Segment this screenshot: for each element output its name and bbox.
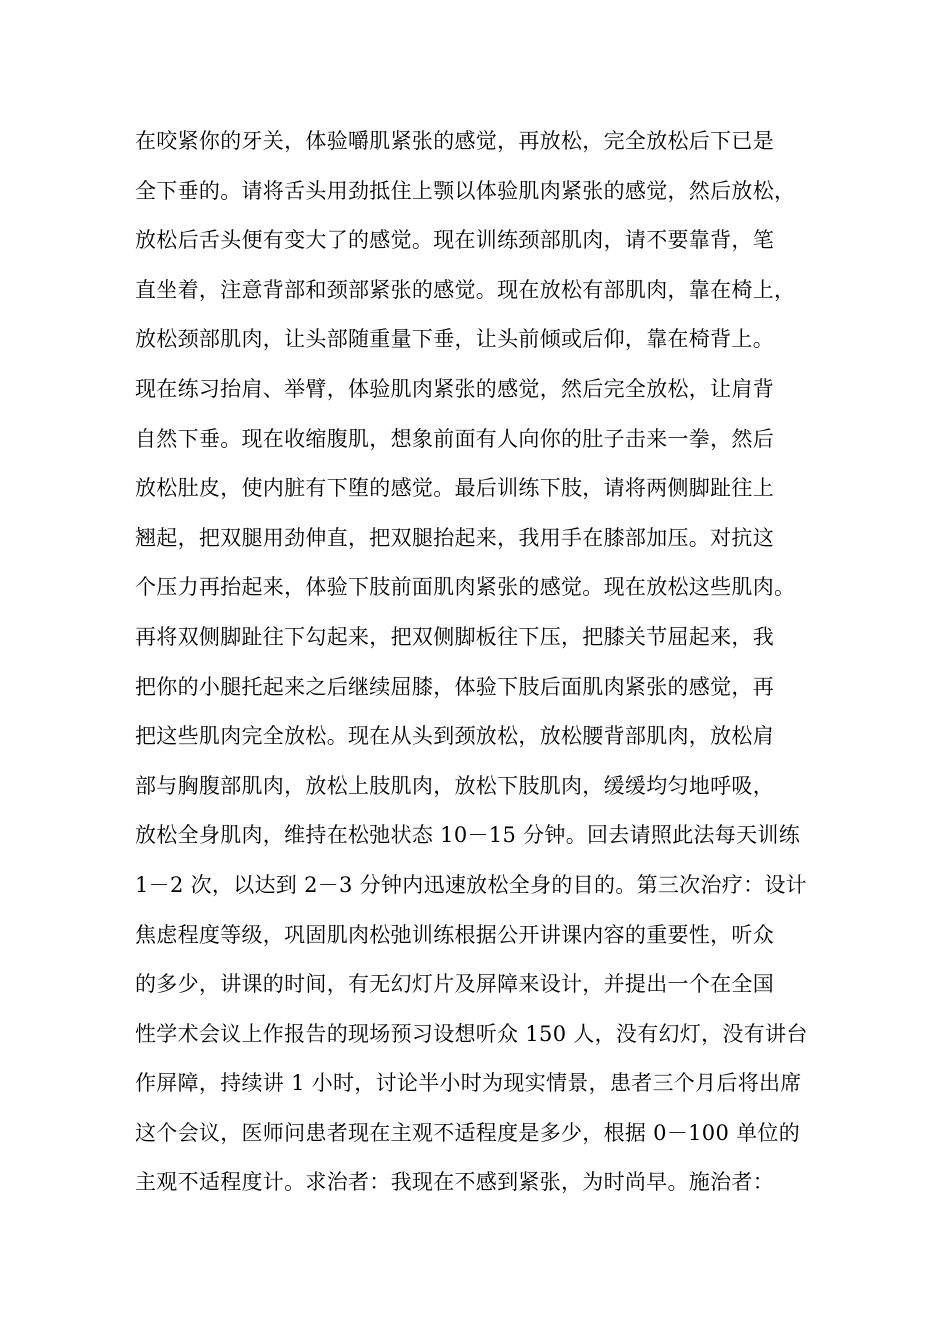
text-line: 翘起，把双腿用劲伸直，把双腿抬起来，我用手在膝部加压。对抗这 [135, 525, 774, 550]
text-line: 1－2 次，以达到 2－3 分钟内迅速放松全身的目的。第三次治疗：设计 [135, 872, 807, 897]
text-line: 放松颈部肌肉，让头部随重量下垂，让头前倾或后仰，靠在椅背上。 [135, 327, 774, 352]
text-line: 自然下垂。现在收缩腹肌，想象前面有人向你的肚子击来一拳，然后 [135, 426, 774, 451]
text-line: 性学术会议上作报告的现场预习设想听众 150 人，没有幻灯，没有讲台 [135, 1021, 808, 1046]
text-line: 主观不适程度计。求治者：我现在不感到紧张，为时尚早。施治者： [135, 1170, 774, 1195]
text-line: 个压力再抬起来，体验下肢前面肌肉紧张的感觉。现在放松这些肌肉。 [135, 575, 796, 600]
text-line: 在咬紧你的牙关，体验嚼肌紧张的感觉，再放松，完全放松后下已是 [135, 129, 774, 153]
text-line: 部与胸腹部肌肉，放松上肢肌肉，放松下肢肌肉，缓缓均匀地呼吸， [135, 773, 774, 798]
text-line: 直坐着，注意背部和颈部紧张的感觉。现在放松有部肌肉，靠在椅上， [135, 277, 796, 302]
text-line: 再将双侧脚趾往下勾起来，把双侧脚板往下压，把膝关节屈起来，我 [135, 624, 774, 649]
text-line: 的多少，讲课的时间，有无幻灯片及屏障来设计，并提出一个在全国 [135, 972, 774, 997]
text-line: 作屏障，持续讲 1 小时，讨论半小时为现实情景，患者三个月后将出席 [135, 1071, 802, 1096]
text-line: 把你的小腿托起来之后继续屈膝，体验下肢后面肌肉紧张的感觉，再 [135, 674, 774, 699]
text-line: 把这些肌肉完全放松。现在从头到颈放松，放松腰背部肌肉，放松肩 [135, 724, 774, 749]
text-line: 现在练习抬肩、举臂，体验肌肉紧张的感觉，然后完全放松，让肩背 [135, 376, 774, 401]
text-line: 全下垂的。请将舌头用劲抵住上颚以体验肌肉紧张的感觉，然后放松， [135, 178, 796, 203]
text-line: 放松肚皮，使内脏有下堕的感觉。最后训练下肢，请将两侧脚趾往上 [135, 476, 774, 501]
text-line: 放松全身肌肉，维持在松弛状态 10－15 分钟。回去请照此法每天训练 [135, 823, 800, 848]
body-text [135, 122, 835, 1213]
text-line: 放松后舌头便有变大了的感觉。现在训练颈部肌肉，请不要靠背，笔 [135, 228, 774, 253]
text-line: 焦虑程度等级，巩固肌肉松弛训练根据公开讲课内容的重要性，听众 [135, 922, 774, 947]
text-line: 这个会议，医师问患者现在主观不适程度是多少，根据 0－100 单位的 [135, 1120, 800, 1145]
